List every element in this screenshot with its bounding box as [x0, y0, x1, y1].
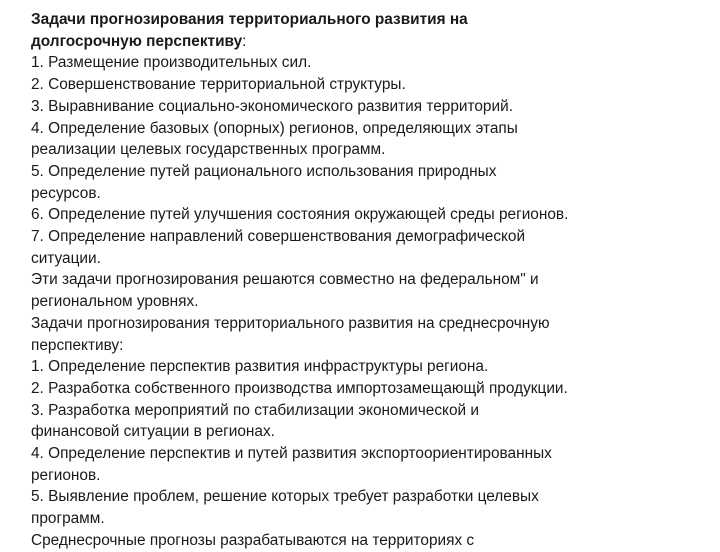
text-line: Задачи прогнозирования территориального развития на среднесрочную [31, 314, 550, 332]
text-line: регионов. [31, 466, 101, 484]
heading-line-2 [31, 31, 711, 53]
text-line: 6. Определение путей улучшения состояния окружающей среды регионов. [31, 206, 569, 224]
text-line: Эти задачи прогнозирования решаются совместно на федеральном" и [31, 271, 539, 289]
text-line: 2. Совершенствование территориальной структуры. [31, 76, 406, 94]
heading-line-2-colon: : [242, 32, 247, 50]
text-line: 2. Разработка собственного производства импортозамещающй продукции. [31, 379, 568, 397]
text-line: ситуации. [31, 249, 101, 267]
text-line: 7. Определение направлений совершенствования демографической [31, 228, 526, 246]
slide-text-body [31, 9, 711, 552]
text-line: 3. Разработка мероприятий по стабилизации экономической и [31, 401, 479, 419]
text-line: 4. Определение перспектив и путей развития экспортоориентированных [31, 445, 552, 463]
text-line: 1. Размещение производительных сил. [31, 54, 312, 72]
text-line: 1. Определение перспектив развития инфраструктуры региона. [31, 358, 489, 376]
text-line: финансовой ситуации в регионах. [31, 423, 275, 441]
text-line: 5. Выявление проблем, решение которых требует разработки целевых [31, 488, 539, 506]
text-line: 3. Выравнивание социально-экономического развития территорий. [31, 97, 513, 115]
text-line: 4. Определение базовых (опорных) регионов, определяющих этапы [31, 119, 518, 137]
text-line: региональном уровнях. [31, 293, 199, 311]
heading-line-2-text: долгосрочную перспективу [31, 32, 243, 50]
text-line: программ. [31, 510, 105, 528]
heading-line-1: Задачи прогнозирования территориального развития на [31, 11, 468, 28]
text-line: 5. Определение путей рационального использования природных [31, 162, 497, 180]
text-line: реализации целевых государственных программ. [31, 141, 386, 159]
text-line: Среднесрочные прогнозы разрабатываются на территориях с [31, 531, 475, 549]
text-line: перспективу: [31, 336, 124, 354]
text-line: ресурсов. [31, 184, 101, 202]
